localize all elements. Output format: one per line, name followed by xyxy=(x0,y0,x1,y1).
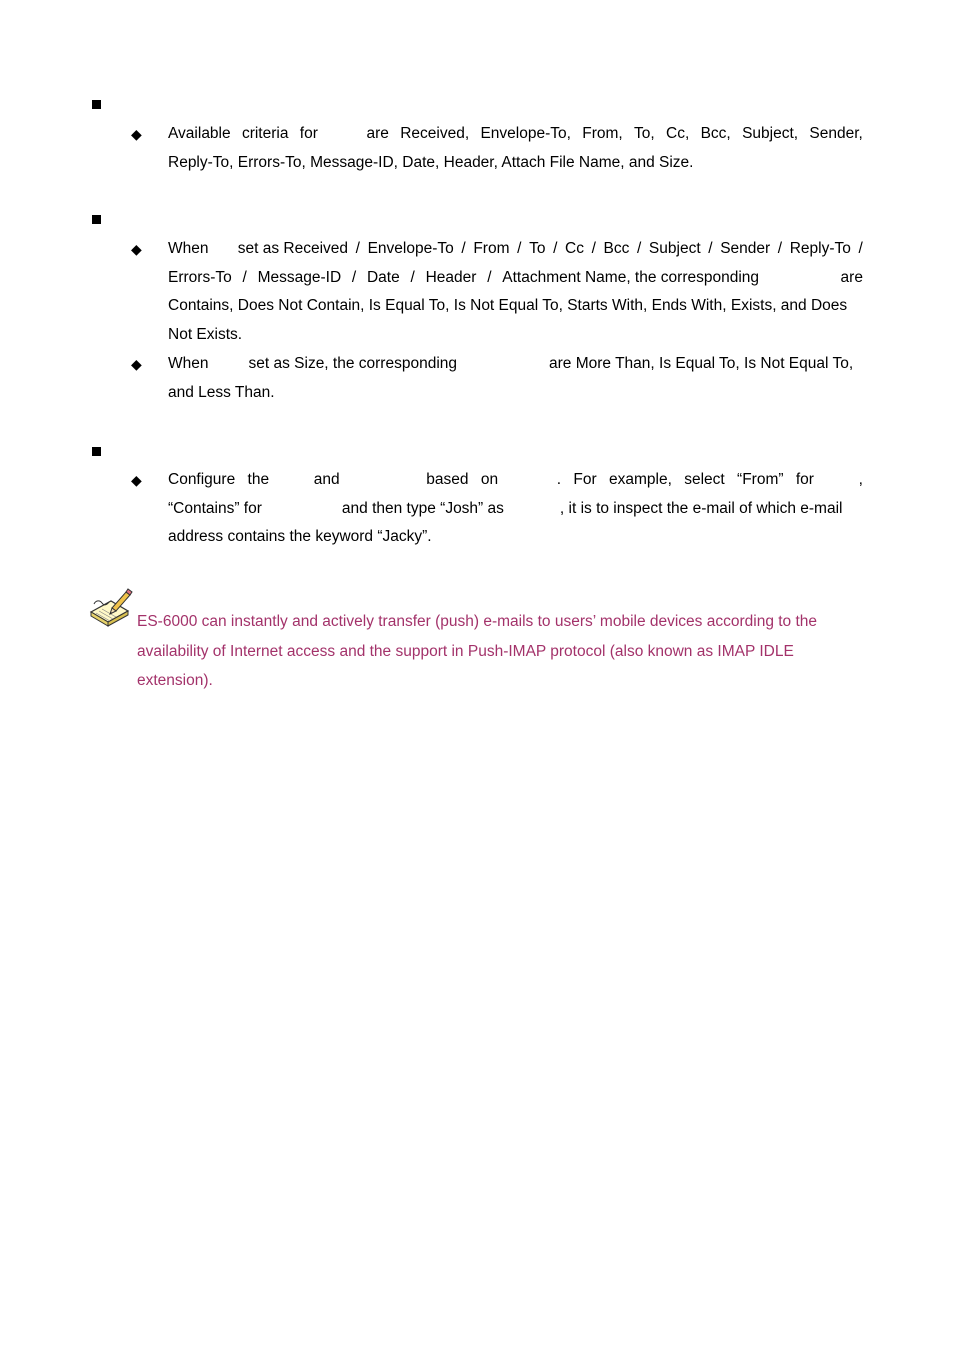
item-bullet-diamond: ◆ xyxy=(131,241,142,257)
size-operator-line-2: and Less Than. xyxy=(168,383,275,401)
item-bullet-diamond: ◆ xyxy=(131,472,142,488)
operator-line-2 xyxy=(168,264,863,293)
word: Bcc xyxy=(603,240,630,257)
phrase: are More Than, Is Equal To, Is Not Equal To, xyxy=(549,355,854,372)
word: Header xyxy=(425,268,477,286)
word: Configure xyxy=(168,471,236,488)
note-text xyxy=(137,607,877,694)
word: Envelope-To xyxy=(367,240,454,257)
word: From xyxy=(473,240,510,257)
word: / xyxy=(242,268,247,286)
word: Subject, xyxy=(742,125,799,142)
word: Cc xyxy=(565,240,584,257)
configure-line-3: address contains the keyword “Jacky”. xyxy=(168,528,432,546)
word: for xyxy=(795,471,814,488)
word: To, xyxy=(634,125,655,142)
word: Sender xyxy=(720,240,771,257)
word: / xyxy=(858,240,863,257)
note-line-1: ES-6000 can instantly and actively transfer (push) e-mails to users’ mobile devices according to the xyxy=(137,613,818,630)
word: . xyxy=(556,471,562,488)
word: Bcc, xyxy=(700,125,731,142)
operator-line-4: Not Exists. xyxy=(168,325,243,343)
item-bullet-diamond: ◆ xyxy=(131,126,142,142)
word: Attachment Name, the corresponding xyxy=(502,268,760,286)
phrase: , it is to inspect the e-mail of which e-mail xyxy=(559,499,843,517)
operator-line-3: Contains, Does Not Contain, Is Equal To, Is Not Equal To, Starts With, Ends With, Exists, and Does xyxy=(168,297,848,315)
word: / xyxy=(591,240,596,257)
word: and xyxy=(313,471,340,488)
section-bullet-square xyxy=(92,100,101,109)
word: Reply-To xyxy=(789,240,851,257)
word: To xyxy=(529,240,546,257)
word: select xyxy=(684,471,725,488)
word: Message-ID xyxy=(257,268,342,286)
word: / xyxy=(777,240,783,257)
configure-line-2 xyxy=(168,495,863,524)
operator-paragraph xyxy=(168,235,863,349)
word: When xyxy=(168,355,209,372)
word: When xyxy=(168,240,209,257)
size-operator-paragraph xyxy=(168,350,868,407)
word: criteria xyxy=(241,125,289,142)
phrase: and then type “Josh” as xyxy=(341,499,504,517)
word: example, xyxy=(608,471,672,488)
word: , xyxy=(858,471,863,488)
word: Available xyxy=(168,125,231,142)
word: are xyxy=(366,125,389,142)
word: / xyxy=(487,268,492,286)
phrase: “Contains” for xyxy=(168,499,262,517)
section-bullet-square xyxy=(92,447,101,456)
word: “From” xyxy=(737,471,784,488)
word: / xyxy=(410,268,415,286)
word: / xyxy=(351,268,357,286)
word: Date xyxy=(366,268,400,286)
word: on xyxy=(480,471,499,488)
word: Received, xyxy=(400,125,470,142)
note-line-3: extension). xyxy=(137,672,213,689)
word: set as Received xyxy=(237,240,349,257)
word: the xyxy=(247,471,270,488)
word: Cc, xyxy=(666,125,690,142)
word: Subject xyxy=(648,240,701,257)
word: From, xyxy=(582,125,623,142)
word: / xyxy=(461,240,466,257)
word: / xyxy=(517,240,522,257)
configure-paragraph xyxy=(168,466,863,552)
operator-line-1 xyxy=(168,235,863,264)
word: for xyxy=(299,125,318,142)
word: Sender, xyxy=(809,125,863,142)
criteria-paragraph xyxy=(168,120,863,177)
word: / xyxy=(636,240,642,257)
size-operator-line-1 xyxy=(168,350,868,379)
item-bullet-diamond: ◆ xyxy=(131,356,142,372)
phrase: set as Size, the corresponding xyxy=(248,355,458,372)
word: Errors-To xyxy=(168,268,232,286)
word: / xyxy=(553,240,558,257)
word: are xyxy=(840,268,863,286)
note-line-2: availability of Internet access and the support in Push-IMAP protocol (also known as IMAP IDLE xyxy=(137,643,794,660)
word: / xyxy=(708,240,713,257)
configure-line-1 xyxy=(168,466,863,495)
criteria-line-1 xyxy=(168,120,863,149)
section-bullet-square xyxy=(92,215,101,224)
word: For xyxy=(573,471,597,488)
word: / xyxy=(355,240,360,257)
pencil-note-icon xyxy=(88,586,134,630)
word: Envelope-To, xyxy=(480,125,571,142)
word: based xyxy=(426,471,469,488)
criteria-line-2: Reply-To, Errors-To, Message-ID, Date, Header, Attach File Name, and Size. xyxy=(168,153,694,171)
